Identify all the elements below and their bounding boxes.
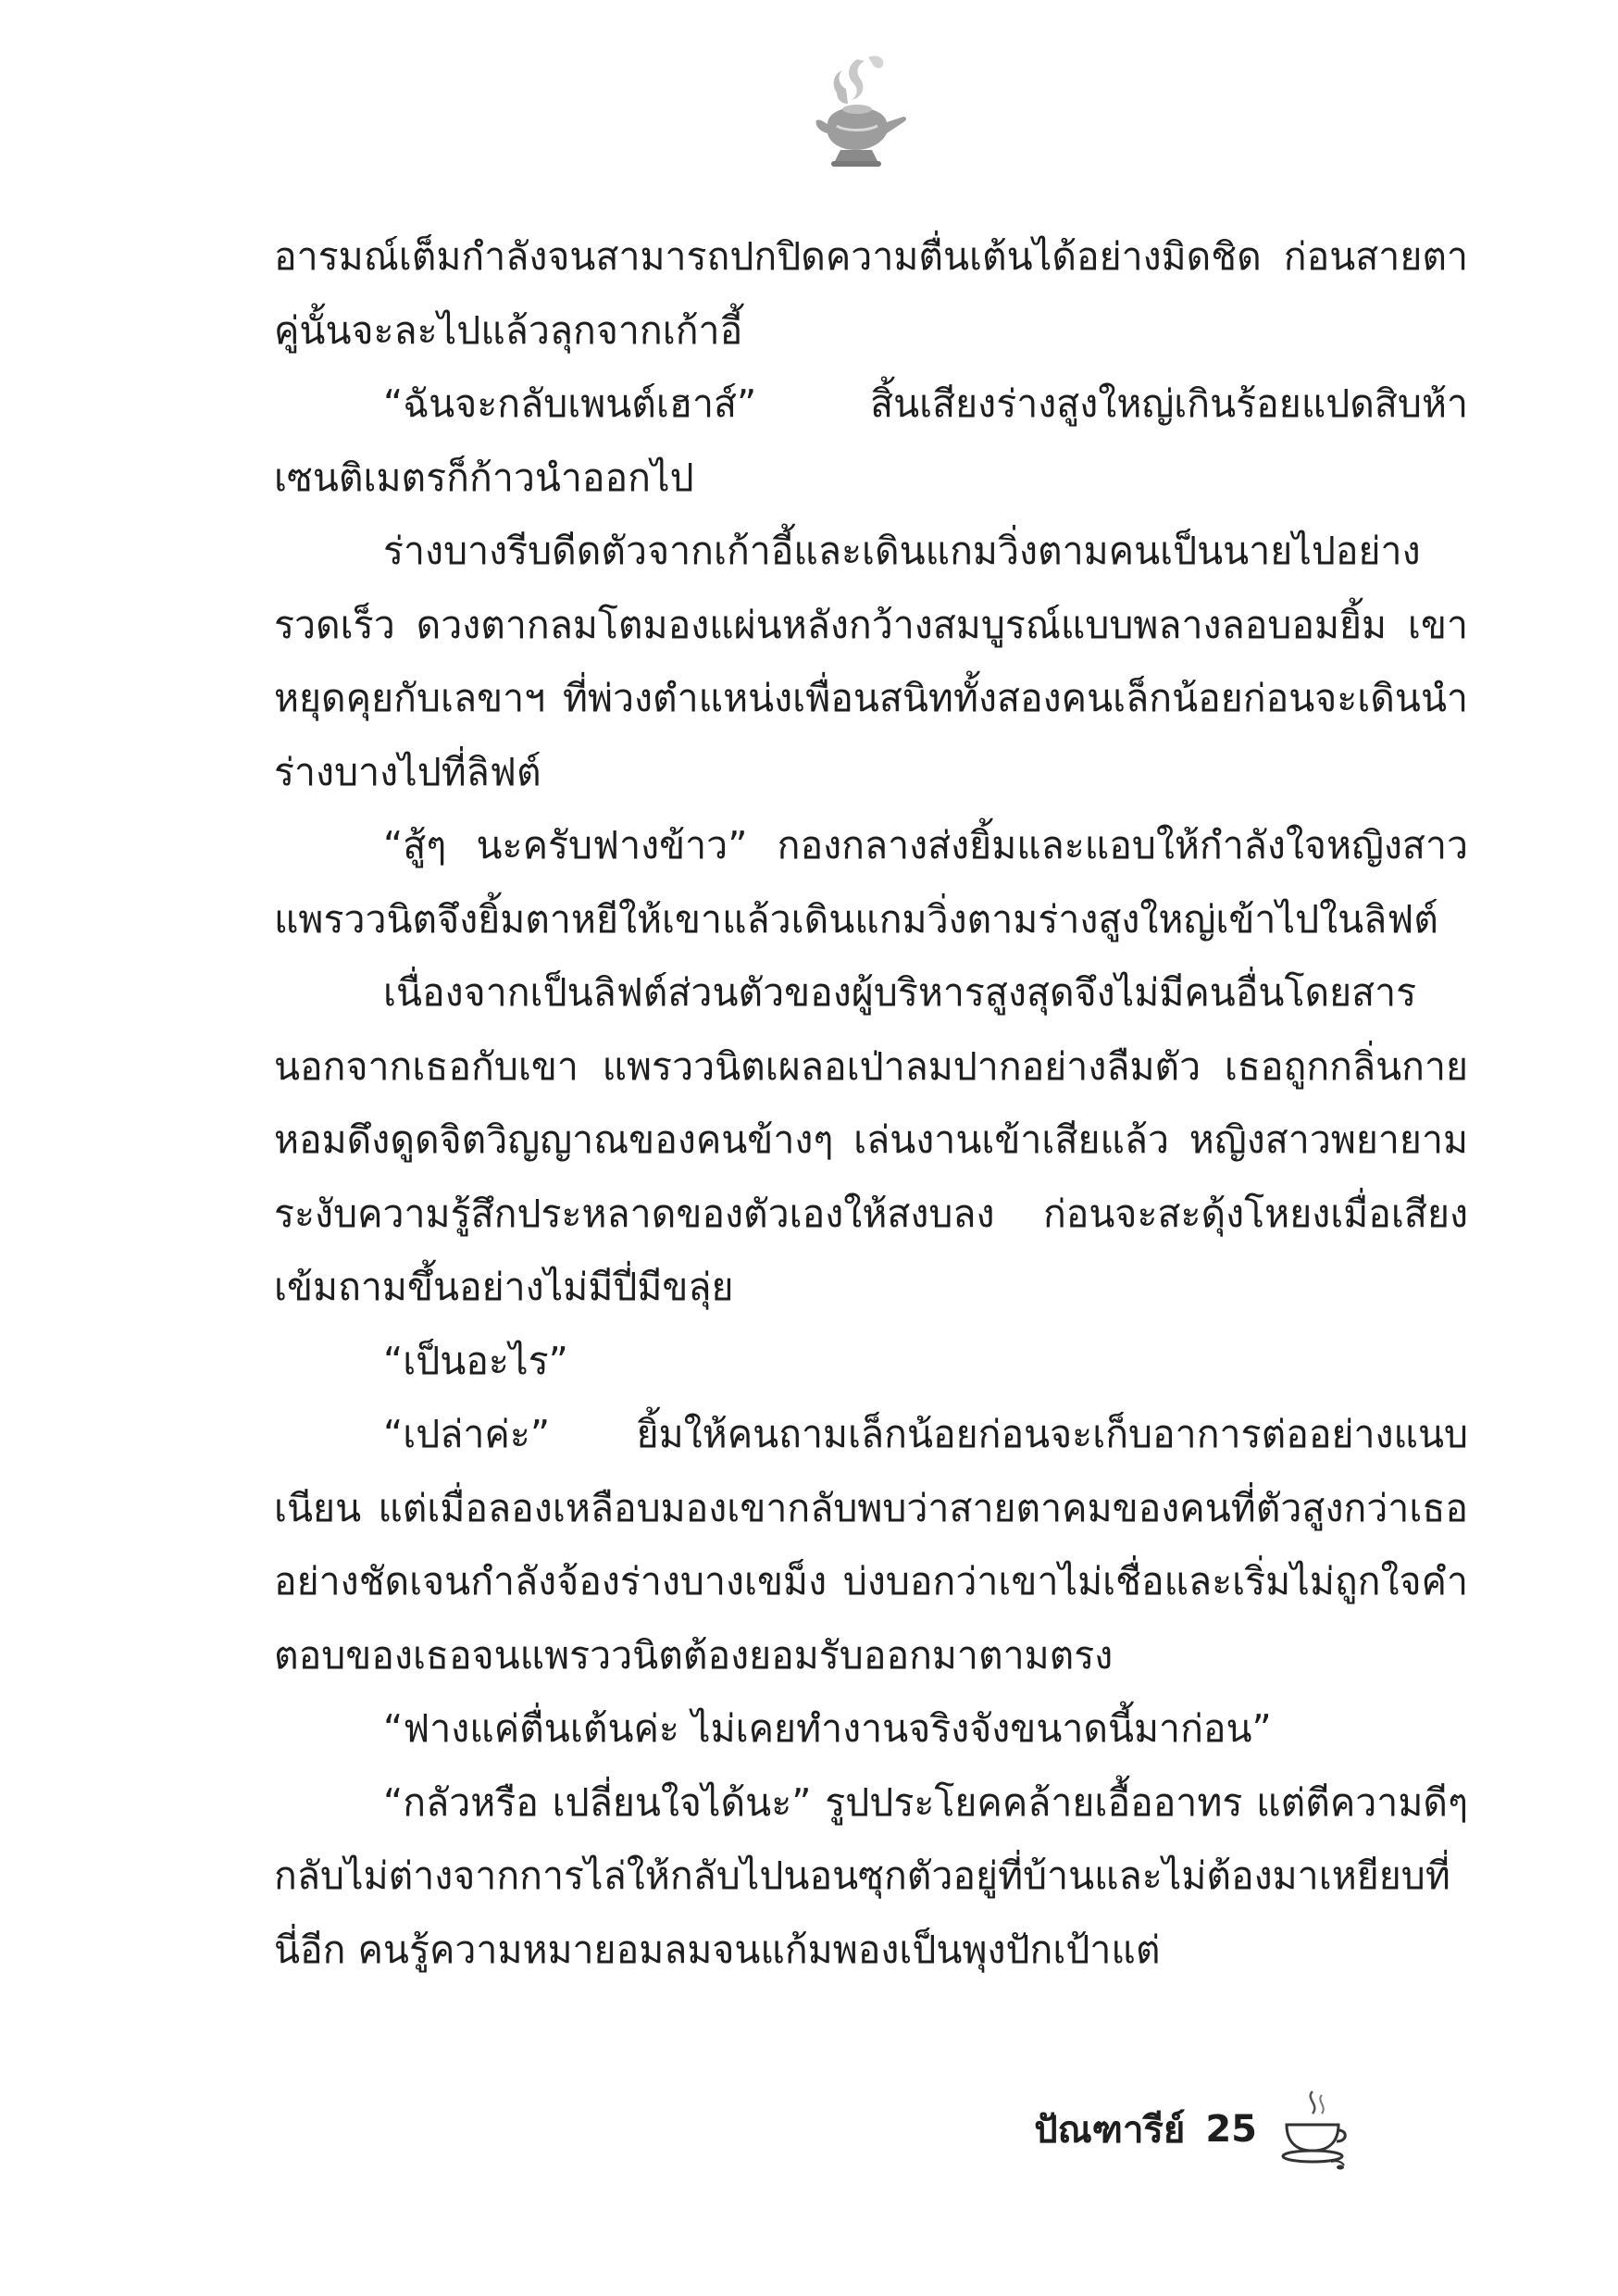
paragraph: “เปล่าค่ะ” ยิ้มให้คนถามเล็กน้อยก่อนจะเก็บอาการต่ออย่างแนบเนียน แต่เมื่อลองเหลือบมองเขากลับพบว่าสายตาคมของคนที่ตัวสูงกว่าเธออย่างชัดเจนกำลังจ้องร่างบางเขม็ง บ่งบอกว่าเขาไม่เชื่อและเริ่มไม่ถูกใจคำตอบของเธอจนแพรววนิตต้องยอมรับออกมาตามตรง — [274, 1412, 1468, 1678]
genie-lamp-icon — [800, 52, 911, 172]
author-name: ปัณฑารีย์ — [1034, 2109, 1186, 2152]
page-footer — [1034, 2088, 1350, 2171]
paragraph: “กลัวหรือ เปลี่ยนใจได้นะ” รูปประโยคคล้ายเอื้ออาทร แต่ตีความดีๆ กลับไม่ต่างจากการไล่ให้กลับไปนอนซุกตัวอยู่ที่บ้านและไม่ต้องมาเหยียบที่นี่อีก คนรู้ความหมายอมลมจนแก้มพองเป็นพุงปักเป้าแต่ — [274, 1779, 1468, 1972]
paragraph: ร่างบางรีบดีดตัวจากเก้าอี้และเดินแกมวิ่งตามคนเป็นนายไปอย่างรวดเร็ว ดวงตากลมโตมองแผ่นหลังกว้างสมบูรณ์แบบพลางลอบอมยิ้ม เขาหยุดคุยกับเลขาฯ ที่พ่วงตำแหน่งเพื่อนสนิททั้งสองคนเล็กน้อยก่อนจะเดินนำร่างบางไปที่ลิฟต์ — [274, 529, 1468, 794]
paragraph: “สู้ๆ นะครับฟางข้าว” กองกลางส่งยิ้มและแอบให้กำลังใจหญิงสาว แพรววนิตจึงยิ้มตาหยีให้เขาแล้วเดินแกมวิ่งตามร่างสูงใหญ่เข้าไปในลิฟต์ — [274, 823, 1468, 942]
paragraph: “เป็นอะไร” — [383, 1338, 568, 1383]
page-number: 25 — [1205, 2108, 1257, 2151]
paragraph: “ฉันจะกลับเพนต์เฮาส์” สิ้นเสียงร่างสูงใหญ่เกินร้อยแปดสิบห้าเซนติเมตรก็ก้าวนำออกไป — [274, 381, 1468, 500]
paragraph: อารมณ์เต็มกำลังจนสามารถปกปิดความตื่นเต้นได้อย่างมิดชิด ก่อนสายตาคู่นั้นจะละไปแล้วลุกจากเก้าอี้ — [274, 234, 1468, 353]
coffee-cup-icon — [1277, 2088, 1350, 2171]
paragraph: “ฟางแค่ตื่นเต้นค่ะ ไม่เคยทำงานจริงจังขนาดนี้มาก่อน” — [383, 1706, 1272, 1751]
body-text — [274, 220, 1468, 1987]
paragraph: เนื่องจากเป็นลิฟต์ส่วนตัวของผู้บริหารสูงสุดจึงไม่มีคนอื่นโดยสารนอกจากเธอกับเขา แพรววนิตเผลอเป่าลมปากอย่างลืมตัว เธอถูกกลิ่นกายหอมดึงดูดจิตวิญญาณของคนข้างๆ เล่นงานเข้าเสียแล้ว หญิงสาวพยายามระงับความรู้สึกประหลาดของตัวเองให้สงบลง ก่อนจะสะดุ้งโหยงเมื่อเสียงเข้มถามขึ้นอย่างไม่มีปี่มีขลุ่ย — [274, 970, 1468, 1309]
